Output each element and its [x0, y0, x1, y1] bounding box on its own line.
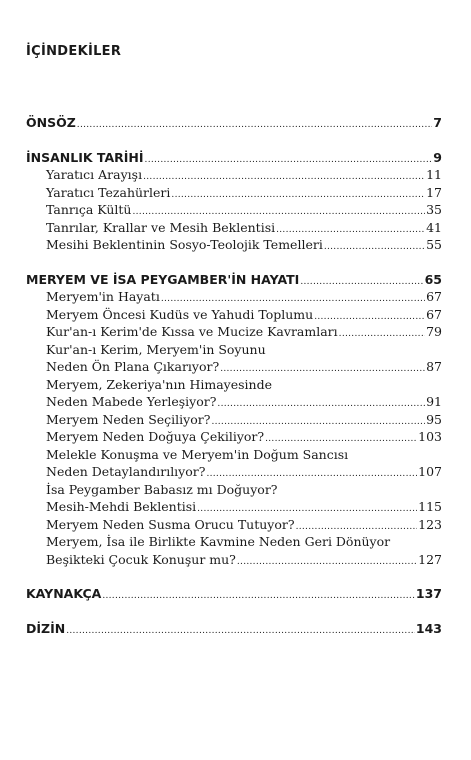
dot-leader: [66, 623, 415, 641]
toc-page-number: 143: [415, 620, 442, 636]
toc-entry-title: Melekle Konuşma ve Meryem'in Doğum Sancısı: [46, 446, 349, 462]
toc-entry-title: İNSANLIK TARİHİ: [26, 149, 144, 165]
toc-entry-title: ÖNSÖZ: [26, 115, 76, 130]
toc-page-number: 67: [426, 289, 442, 304]
toc-page-number: 87: [426, 359, 442, 374]
dot-leader: [237, 554, 417, 572]
toc-entry-title: Neden Detaylandırılıyor?: [46, 464, 206, 479]
toc-entry-title: Mesihi Beklentinin Sosyo-Teolojik Temelleri: [46, 237, 323, 252]
toc-chapter-row[interactable]: [26, 585, 442, 603]
toc-entry-title: Kur'an-ı Kerim'de Kıssa ve Mucize Kavramları: [46, 324, 338, 339]
toc-page-number: 91: [426, 394, 442, 409]
toc-page-number: 137: [415, 586, 442, 601]
dot-leader: [217, 396, 425, 414]
toc-entry-row[interactable]: [26, 184, 442, 202]
toc-page-number: 11: [426, 167, 442, 182]
toc-entry-row[interactable]: [26, 551, 442, 569]
toc-entry-row[interactable]: [26, 323, 442, 341]
toc-entry-row[interactable]: [26, 428, 442, 446]
toc-entry-title: Neden Mabede Yerleşiyor?: [46, 394, 217, 409]
toc-page-number: 127: [418, 551, 442, 567]
dot-leader: [102, 588, 415, 606]
toc-entry-row[interactable]: [26, 358, 442, 376]
toc-entry-row[interactable]: [26, 166, 442, 184]
toc-entry-title: Beşikteki Çocuk Konuşur mu?: [46, 551, 236, 567]
toc-entry-row[interactable]: [26, 411, 442, 429]
dot-leader: [143, 169, 425, 187]
toc-page-number: 67: [426, 306, 442, 322]
dot-leader: [145, 152, 433, 170]
toc-page-number: 115: [418, 499, 442, 514]
toc-page-number: 123: [418, 516, 442, 532]
toc-page-number: 79: [426, 324, 442, 339]
dot-leader: [171, 187, 425, 205]
toc-entry-row[interactable]: [26, 498, 442, 516]
toc-entry-title: Meryem'in Hayatı: [46, 289, 160, 304]
toc-entry-title: DİZİN: [26, 620, 66, 636]
toc-page-number: 17: [426, 184, 442, 200]
table-of-contents: [26, 114, 442, 637]
toc-chapter-row[interactable]: [26, 149, 442, 167]
toc-page-number: 41: [426, 219, 442, 235]
toc-page-number: 55: [426, 237, 442, 252]
toc-entry-row-lead[interactable]: [26, 533, 442, 551]
toc-page-number: 9: [433, 149, 442, 165]
toc-page-number: 107: [418, 464, 442, 479]
toc-entry-row[interactable]: [26, 219, 442, 237]
toc-page-number: 7: [433, 115, 442, 130]
toc-entry-row[interactable]: [26, 516, 442, 534]
toc-entry-title: Kur'an-ı Kerim, Meryem'in Soyunu: [46, 341, 266, 357]
toc-chapter-row[interactable]: [26, 114, 442, 132]
toc-entry-title: Yaratıcı Arayışı: [46, 167, 143, 182]
dot-leader: [77, 117, 433, 135]
page-title: İÇİNDEKİLER: [26, 44, 122, 59]
toc-entry-title: Meryem Neden Seçiliyor?: [46, 411, 211, 427]
toc-entry-row[interactable]: [26, 236, 442, 254]
toc-entry-title: KAYNAKÇA: [26, 586, 102, 601]
toc-chapter-row[interactable]: [26, 271, 442, 289]
toc-entry-title: Meryem Neden Doğuya Çekiliyor?: [46, 429, 265, 444]
toc-chapter-row[interactable]: [26, 620, 442, 638]
toc-entry-row[interactable]: [26, 201, 442, 219]
toc-page-number: 103: [418, 429, 442, 444]
toc-entry-row[interactable]: [26, 306, 442, 324]
toc-entry-title: İsa Peygamber Babasız mı Doğuyor?: [46, 481, 278, 497]
dot-leader: [324, 239, 425, 257]
toc-entry-title: Meryem, İsa ile Birlikte Kavmine Neden Geri Dönüyor: [46, 534, 391, 549]
toc-entry-title: MERYEM VE İSA PEYGAMBER'İN HAYATI: [26, 271, 300, 287]
toc-page-number: 65: [424, 271, 442, 287]
toc-entry-title: Yaratıcı Tezahürleri: [46, 184, 171, 200]
toc-entry-title: Meryem, Zekeriya'nın Himayesinde: [46, 376, 273, 392]
toc-entry-row[interactable]: [26, 393, 442, 411]
dot-leader: [339, 326, 425, 344]
dot-leader: [300, 274, 423, 292]
toc-entry-title: Tanrılar, Krallar ve Mesih Beklentisi: [46, 219, 276, 235]
toc-entry-title: Meryem Öncesi Kudüs ve Yahudi Toplumu: [46, 306, 314, 322]
toc-entry-row[interactable]: [26, 288, 442, 306]
toc-page-number: 95: [426, 411, 442, 427]
toc-entry-title: Mesih-Mehdi Beklentisi: [46, 499, 197, 514]
toc-entry-row[interactable]: [26, 463, 442, 481]
toc-entry-title: Tanrıça Kültü: [46, 202, 132, 217]
toc-entry-title: Meryem Neden Susma Orucu Tutuyor?: [46, 516, 295, 532]
toc-entry-title: Neden Ön Plana Çıkarıyor?: [46, 359, 220, 374]
toc-page-number: 35: [426, 202, 442, 217]
